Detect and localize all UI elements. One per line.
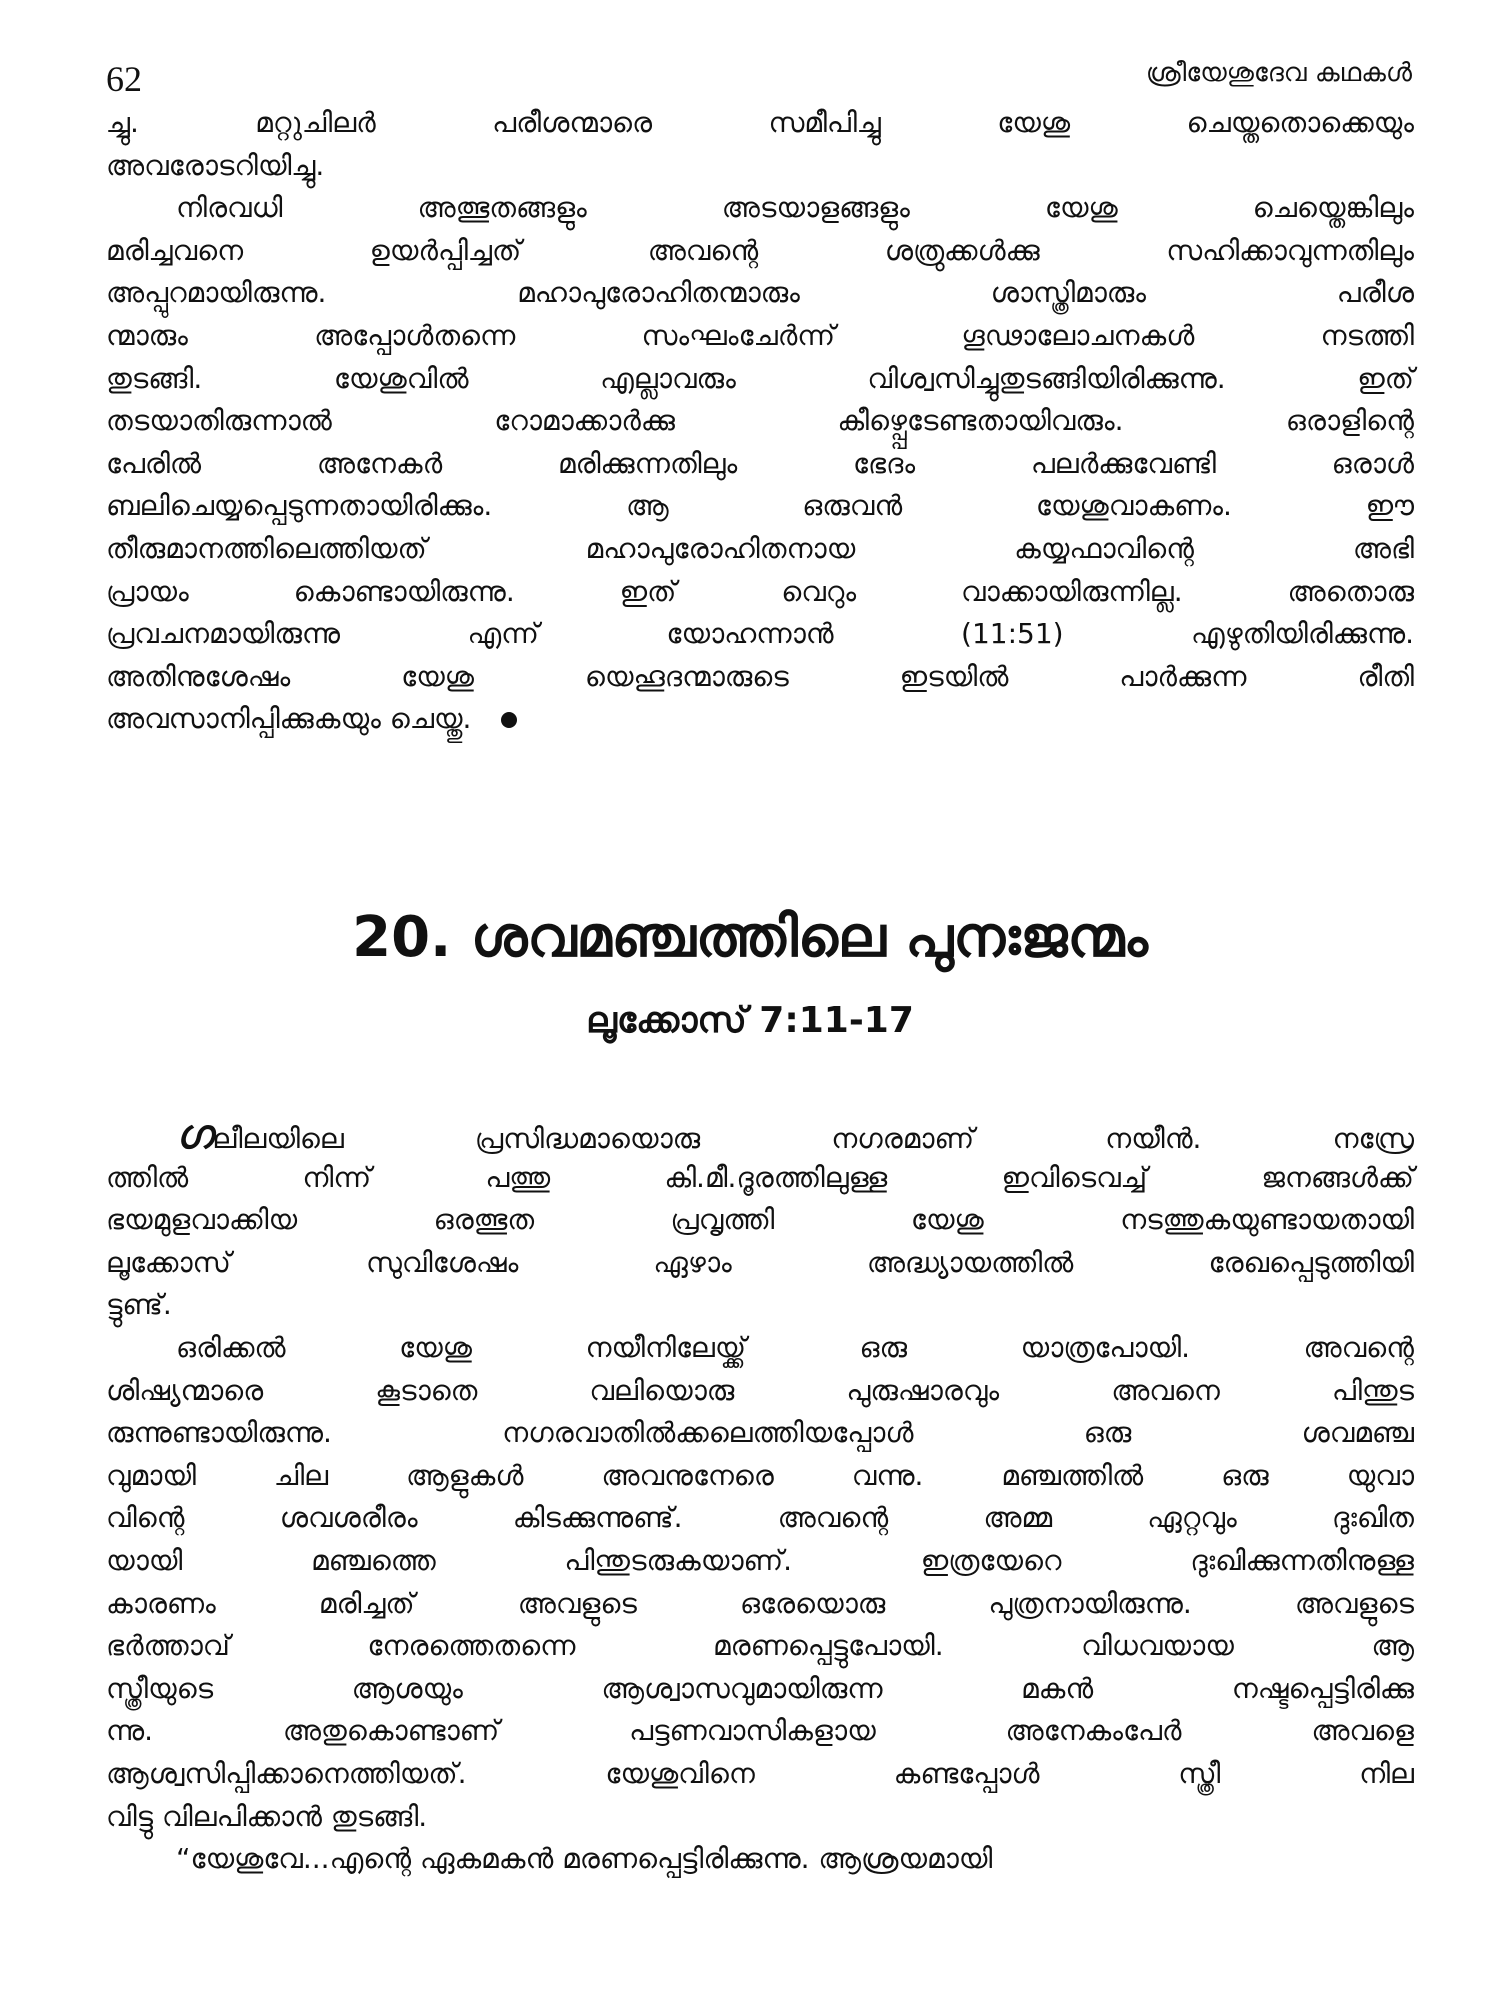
text-line: ട്ടുണ്ട്. — [106, 1288, 172, 1322]
text-line — [106, 571, 1414, 614]
text-line — [106, 656, 1414, 699]
text-line — [106, 698, 1414, 741]
text-line — [106, 358, 1414, 401]
text-line: ത്തിൽ നിന്ന് പത്തു കി.മീ.ദൂരത്തിലുള്ള ഇവിടെവച്ച് ജനങ്ങൾക്ക് — [106, 1160, 1414, 1194]
text-line: രുന്നുണ്ടായിരുന്നു. നഗരവാതിൽക്കലെത്തിയപ്പോൾ ഒരു ശവമഞ്ച — [106, 1416, 1414, 1450]
chapter-body — [106, 1114, 1414, 1881]
text-line: ഭർത്താവ് നേരത്തെതന്നെ മരണപ്പെട്ടുപോയി. വിധവയായ ആ — [106, 1629, 1414, 1663]
text-line — [106, 528, 1414, 571]
running-title: ശ്രീയേശുദേവ കഥകൾ — [1145, 58, 1412, 88]
text-line-content: ന്മാരും അപ്പോൾതന്നെ സംഘംചേർന്ന് ഗൂഢാലോചനകൾ നടത്തി — [106, 318, 1414, 352]
text-line — [106, 1114, 1414, 1157]
text-line — [106, 230, 1414, 273]
text-line — [106, 145, 1414, 188]
text-line-content: മരിച്ചവനെ ഉയർപ്പിച്ചത് അവന്റെ ശത്രുക്കൾക്കു സഹിക്കാവുന്നതിലും — [106, 233, 1414, 267]
text-line-rest: ലീലയിലെ പ്രസിദ്ധമായൊരു നഗരമാണ് നയീൻ. നസ്രേ — [212, 1122, 1414, 1155]
text-line: ആശ്വസിപ്പിക്കാനെത്തിയത്. യേശുവിനെ കണ്ടപ്പോൾ സ്ത്രീ നില — [106, 1756, 1414, 1790]
text-line: കാരണം മരിച്ചത് അവളുടെ ഒരേയൊരു പുത്രനായിരുന്നു. അവളുടെ — [106, 1586, 1414, 1620]
text-line — [106, 187, 1414, 230]
text-line-content: അതിനുശേഷം യേശു യെഹൂദന്മാരുടെ ഇടയിൽ പാർക്കുന്ന രീതി — [106, 659, 1414, 693]
text-line — [106, 315, 1414, 358]
end-bullet-icon — [501, 712, 517, 728]
text-line-content: അവരോടറിയിച്ചു. — [106, 148, 325, 182]
text-line: വിട്ടു വിലപിക്കാൻ തുടങ്ങി. — [106, 1799, 428, 1833]
text-line: ലൂക്കോസ് സുവിശേഷം ഏഴാം അദ്ധ്യായത്തിൽ രേഖപ്പെടുത്തിയി — [106, 1245, 1414, 1279]
text-line: വിന്റെ ശവശരീരം കിടക്കുന്നുണ്ട്. അവന്റെ അമ്മ ഏറ്റവും ദുഃഖിത — [106, 1501, 1414, 1535]
text-line: ഭയമുളവാക്കിയ ഒരത്ഭുത പ്രവൃത്തി യേശു നടത്തുകയുണ്ടായതായി — [106, 1203, 1414, 1237]
text-line-content: നിരവധി അത്ഭുതങ്ങളും അടയാളങ്ങളും യേശു ചെയ്തെങ്കിലും — [176, 191, 1414, 225]
text-line — [106, 400, 1414, 443]
text-line-content: തടയാതിരുന്നാൽ റോമാക്കാർക്കു കീഴ്പ്പെടേണ്ടതായിവരും. ഒരാളിന്റെ — [106, 404, 1414, 438]
page-number: 62 — [106, 59, 142, 99]
text-line: യായി മഞ്ചത്തെ പിന്തുടരുകയാണ്. ഇത്രയേറെ ദുഃഖിക്കുന്നതിനുള്ള — [106, 1543, 1414, 1577]
text-line: ശിഷ്യന്മാരെ കൂടാതെ വലിയൊരു പുരുഷാരവും അവനെ പിന്തുട — [106, 1373, 1414, 1407]
text-line-content: ച്ചു. മറ്റുചിലർ പരീശന്മാരെ സമീപിച്ചു യേശു ചെയ്തതൊക്കെയും — [106, 106, 1414, 139]
drop-cap: ഗ — [176, 1112, 213, 1158]
chapter-title: 20. ശവമഞ്ചത്തിലെ പുനഃജന്മം — [352, 905, 1148, 970]
text-line-content: പ്രവചനമായിരുന്നു എന്ന് യോഹന്നാൻ (11:51) എഴുതിയിരിക്കുന്നു. — [106, 617, 1414, 651]
chapter-reference: ലൂക്കോസ് 7:11-17 — [586, 1000, 914, 1041]
text-line — [106, 272, 1414, 315]
text-line — [106, 613, 1414, 656]
text-line-content: അവസാനിപ്പിക്കുകയും ചെയ്തു. — [106, 702, 472, 736]
text-line — [106, 485, 1414, 528]
text-line-content: പേരിൽ അനേകർ മരിക്കുന്നതിലും ഭേദം പലർക്കുവേണ്ടി ഒരാൾ — [106, 446, 1414, 480]
text-line: “യേശുവേ...എന്റെ ഏകമകൻ മരണപ്പെട്ടിരിക്കുന്നു. ആശ്രയമായി — [176, 1842, 993, 1876]
text-line — [106, 102, 1414, 145]
text-line-content: പ്രായം കൊണ്ടായിരുന്നു. ഇത് വെറും വാക്കായിരുന്നില്ല. അതൊരു — [106, 574, 1414, 608]
previous-chapter-ending — [106, 102, 1414, 741]
text-line: വുമായി ചില ആളുകൾ അവനുനേരെ വന്നു. മഞ്ചത്തിൽ ഒരു യുവാ — [106, 1458, 1414, 1492]
text-line — [106, 443, 1414, 486]
text-line: സ്ത്രീയുടെ ആശയും ആശ്വാസവുമായിരുന്ന മകൻ നഷ്ടപ്പെട്ടിരിക്കു — [106, 1671, 1414, 1705]
text-line-content: അപ്പുറമായിരുന്നു. മഹാപുരോഹിതന്മാരും ശാസ്ത്രിമാരും പരീശ — [106, 276, 1414, 310]
text-line-content: തീരുമാനത്തിലെത്തിയത് മഹാപുരോഹിതനായ കയ്യഫാവിന്റെ അഭി — [106, 531, 1414, 565]
text-line: ന്നു. അതുകൊണ്ടാണ് പട്ടണവാസികളായ അനേകംപേർ അവളെ — [106, 1714, 1414, 1748]
text-line: ഒരിക്കൽ യേശു നയീനിലേയ്ക്ക് ഒരു യാത്രപോയി. അവന്റെ — [176, 1330, 1414, 1364]
text-line-content: തുടങ്ങി. യേശുവിൽ എല്ലാവരും വിശ്വസിച്ചുതുടങ്ങിയിരിക്കുന്നു. ഇത് — [106, 361, 1414, 395]
text-line-content: ബലിചെയ്യപ്പെടുന്നതായിരിക്കും. ആ ഒരുവൻ യേശുവാകണം. ഈ — [106, 489, 1414, 523]
